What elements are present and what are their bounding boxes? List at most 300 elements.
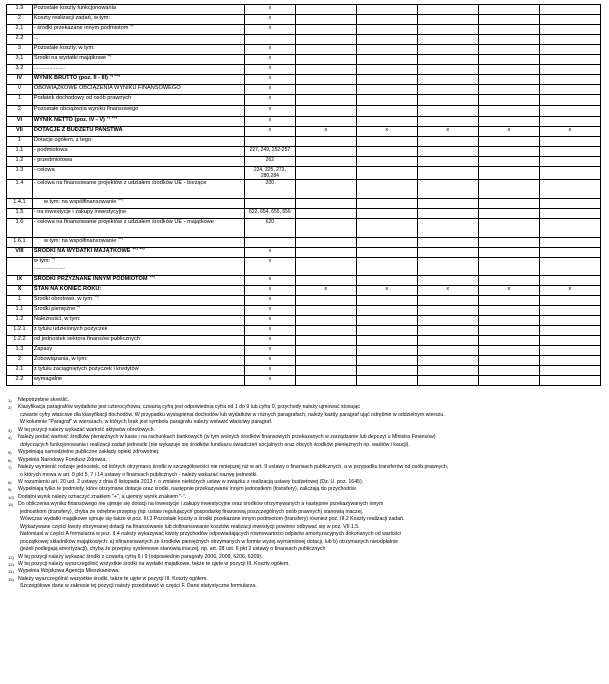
table-row	[7, 316, 601, 326]
row-label-text: OBOWIĄZKOWE OBCIĄŻENIA WYNIKU FINANSOWEGO	[33, 85, 181, 91]
value-cell	[417, 117, 478, 127]
footnote-marker: 9)	[8, 487, 12, 493]
row-number: 1	[7, 137, 33, 147]
paragraph-cell: x	[245, 106, 296, 117]
row-label-text: Pozostałe koszty, w tym:	[33, 45, 95, 51]
value-cell	[417, 336, 478, 346]
row-number: 1.6.1	[7, 238, 33, 248]
value-cell	[295, 180, 356, 199]
footnote-text: W tej pozycji należy wyszczególnić wszystkie środki na wydatki majątkowe, także te ujęte w pozycji III. Koszty ogółem.	[18, 560, 290, 567]
footnote-marker: 1)	[8, 398, 12, 403]
value-cell	[356, 25, 417, 35]
paragraph-cell: x	[245, 75, 296, 85]
value-cell	[539, 95, 600, 106]
row-label-text: Zapasy	[33, 346, 53, 353]
value-cell	[356, 95, 417, 106]
report-table	[6, 4, 601, 386]
paragraph-cell: x	[245, 15, 296, 25]
value-cell	[478, 25, 539, 35]
value-cell: x	[295, 127, 356, 137]
value-cell	[478, 219, 539, 238]
row-label-text: Środki pieniężne	[33, 306, 76, 313]
value-cell	[417, 35, 478, 45]
value-cell	[356, 248, 417, 258]
value-cell	[417, 85, 478, 95]
value-cell	[356, 306, 417, 316]
paragraph-cell: 622, 654, 655, 656	[245, 209, 296, 219]
value-cell	[356, 147, 417, 157]
table-row	[7, 117, 601, 127]
table-row	[7, 248, 601, 258]
value-cell	[417, 346, 478, 356]
value-cell	[539, 238, 600, 248]
footnote-ref: 12) 13)	[132, 247, 145, 251]
row-number: 3.1	[7, 55, 33, 65]
row-label	[32, 238, 244, 248]
footnote-text: Wypełnia Narodowy Fundusz Zdrowia.	[18, 456, 107, 463]
row-label-text: - na inwestycje i zakupy inwestycyjne	[33, 209, 127, 216]
value-cell	[539, 15, 600, 25]
value-cell	[478, 336, 539, 346]
value-cell	[478, 85, 539, 95]
footnote-text: Wówczas wydatki majątkowe ujmuje się także w poz. III.3 Pozostałe koszty a środki przekazane innym podmiotom (transfery) również poz. III.2 Koszty realizacji zadań.	[20, 516, 405, 523]
row-label-text: STAN NA KONIEC ROKU:	[33, 286, 102, 293]
row-label	[32, 157, 244, 167]
paragraph-cell: x	[245, 366, 296, 376]
value-cell	[539, 376, 600, 386]
value-cell	[417, 180, 478, 199]
paragraph-cell: x	[245, 346, 296, 356]
row-number: 1.3	[7, 346, 33, 356]
footnote	[8, 501, 600, 553]
value-cell	[417, 248, 478, 258]
row-label	[32, 209, 244, 219]
value-cell	[295, 147, 356, 157]
value-cell	[295, 336, 356, 346]
value-cell: x	[539, 127, 600, 137]
value-cell	[478, 45, 539, 55]
table-row	[7, 258, 601, 276]
value-cell	[539, 180, 600, 199]
footnote-text: Należy podać wartość środków pieniężnych w kasie i na rachunkach bankowych (w tym wolnych środków finansowych przekazanych w zarządzanie lub depozyt u Ministra Finansów)	[18, 434, 436, 441]
value-cell	[539, 306, 600, 316]
row-number: 1	[7, 296, 33, 306]
value-cell	[539, 346, 600, 356]
paragraph-cell: 224, 225, 273, 280,284	[245, 167, 296, 180]
value-cell	[356, 65, 417, 75]
row-label-text: - celowa	[33, 167, 55, 173]
row-label	[32, 35, 244, 45]
value-cell	[478, 209, 539, 219]
footnote-marker: 11)	[8, 502, 14, 508]
footnote-marker: 4)	[8, 435, 12, 441]
row-label-text: w tym: na współfinansowanie	[43, 238, 117, 245]
value-cell	[417, 157, 478, 167]
value-cell	[478, 199, 539, 209]
value-cell	[295, 117, 356, 127]
value-cell	[295, 248, 356, 258]
table-row	[7, 106, 601, 117]
footnote-ref: 11)	[117, 198, 124, 202]
paragraph-cell	[245, 35, 296, 45]
value-cell	[417, 296, 478, 306]
value-cell	[539, 65, 600, 75]
footnote	[8, 434, 600, 449]
row-label	[32, 258, 244, 276]
footnote-text: W tej pozycji należy wykazać środki z czwartą cyfrą 6 i 9 (odpowiednio paragrafy 2006, 2009, 6206, 6209).	[18, 553, 263, 560]
paragraph-cell: x	[245, 117, 296, 127]
row-number: 2.1	[7, 366, 33, 376]
table-row	[7, 366, 601, 376]
value-cell	[356, 376, 417, 386]
value-cell	[417, 326, 478, 336]
value-cell	[478, 137, 539, 147]
footnote-marker: 3)	[8, 427, 12, 433]
footnote-marker: 15)	[8, 576, 14, 582]
row-number: VIII	[7, 248, 33, 258]
footnote-text: Do obliczenia wyniku finansowego nie ujmuje się dotacji na inwestycje i zakupy inwestycyjne oraz środków otrzymywanych a następnie przekazywanych innym	[18, 501, 384, 508]
row-label-text: WYNIK BRUTTO (poz. II - III)	[33, 75, 109, 81]
row-label-text: Środki obrotowe, w tym:	[33, 296, 94, 303]
value-cell	[295, 258, 356, 276]
row-label	[32, 95, 244, 106]
value-cell	[478, 326, 539, 336]
value-cell	[417, 258, 478, 276]
footnote	[8, 568, 600, 575]
value-cell	[295, 356, 356, 366]
row-label-text: ...	[33, 35, 39, 41]
value-cell	[295, 65, 356, 75]
value-cell	[356, 55, 417, 65]
row-label-text: z tytułu zaciągniętych pożyczek i kredytów	[33, 366, 139, 373]
row-label	[32, 346, 244, 356]
value-cell	[539, 326, 600, 336]
value-cell	[539, 219, 600, 238]
value-cell	[539, 366, 600, 376]
footnote	[8, 404, 600, 426]
paragraph-cell	[245, 199, 296, 209]
value-cell	[417, 356, 478, 366]
value-cell	[417, 366, 478, 376]
value-cell	[417, 25, 478, 35]
value-cell	[295, 5, 356, 15]
row-number: VII	[7, 127, 33, 137]
value-cell	[417, 55, 478, 65]
value-cell: x	[478, 286, 539, 296]
row-label-text: ŚRODKI NA WYDATKI MAJĄTKOWE	[33, 248, 131, 255]
row-label	[32, 356, 244, 366]
value-cell	[356, 157, 417, 167]
table-row	[7, 180, 601, 199]
footnote	[8, 479, 600, 486]
footnote	[8, 576, 600, 591]
row-label	[32, 296, 244, 306]
row-label	[32, 276, 244, 286]
value-cell	[417, 147, 478, 157]
paragraph-cell: x	[245, 356, 296, 366]
paragraph-cell: x	[245, 85, 296, 95]
table-row	[7, 65, 601, 75]
value-cell	[417, 276, 478, 286]
row-label-text: z tytułu udzielonych pożyczek	[33, 326, 108, 333]
row-number: 1	[7, 95, 33, 106]
footnote-text: W kolumnie "Paragraf" w wierszach, w których brak jest symbolu paragrafu należy wstawić właściwy paragraf.	[20, 419, 273, 426]
row-label	[32, 147, 244, 157]
footnote-ref: 6)	[107, 54, 112, 58]
footnote-text: Szczegółowe dane w zakresie tej pozycji należy przedstawić w części F. Dane statystyczne formularza.	[20, 583, 257, 590]
value-cell	[295, 346, 356, 356]
value-cell	[478, 5, 539, 15]
table-row	[7, 147, 601, 157]
value-cell	[478, 356, 539, 366]
footnote-text: Wypełniają samodzielne publiczne zakłady opieki zdrowotnej.	[18, 449, 160, 456]
row-number: VI	[7, 117, 33, 127]
footnote-ref: 9) 10)	[106, 116, 117, 120]
table-row	[7, 219, 601, 238]
value-cell	[356, 356, 417, 366]
footnote-text: Natomiast w części A formularza w poz. II.4 należy wykazywać kwoty przychodów odpowiadających równowartości odpisów amortyzacyjnych dokonanych od wartości	[20, 531, 402, 538]
table-row	[7, 167, 601, 180]
value-cell	[295, 25, 356, 35]
row-label	[32, 25, 244, 35]
table-row	[7, 25, 601, 35]
footnote-text: Wypełniają tylko te podmioty, które otrzymane dotacje oraz środki, następnie przekazywane innym jednostkom (transfery), zaliczają do przychodów.	[18, 486, 357, 493]
row-label	[32, 180, 244, 199]
paragraph-cell: x	[245, 276, 296, 286]
value-cell	[539, 35, 600, 45]
row-label-text: - celowa na finansowanie projektów z udziałem środków UE - bieżące	[33, 180, 207, 187]
footnote-marker: 7)	[8, 465, 12, 471]
footnote-text: Niepotrzebne skreślić.	[18, 397, 70, 403]
row-number: 2	[7, 15, 33, 25]
value-cell	[539, 199, 600, 209]
value-cell	[417, 95, 478, 106]
value-cell	[356, 238, 417, 248]
footnote-text: początkowej składników majątkowych: a) sfinansowanych ze środków pieniężnych otrzymanych w formie wyżej wymienionej dotacji, lub b) otrzymanych nieodpłatnie	[20, 538, 398, 545]
value-cell	[295, 85, 356, 95]
footnote-text: dotyczących funkcjonowania i realizacji zadań jednostki (nie wykazuje się środków funduszu świadczeń socjalnych oraz obcych środków pieniężnych np. wadiów i kaucji).	[20, 441, 410, 448]
value-cell	[417, 137, 478, 147]
value-cell: x	[539, 286, 600, 296]
footnote	[8, 494, 600, 501]
value-cell	[478, 306, 539, 316]
value-cell	[478, 366, 539, 376]
row-label-text: - środki przekazane innym podmiotom	[33, 25, 129, 31]
footnote	[8, 464, 600, 479]
value-cell	[295, 35, 356, 45]
value-cell	[417, 75, 478, 85]
value-cell	[356, 209, 417, 219]
value-cell	[356, 85, 417, 95]
footnote-text: W rozumieniu art. 20 ust. 2 ustawy z dnia 8 listopada 2013 r. o zmianie niektórych ustaw w związku z realizacją ustawy budżetowej (Dz. U. poz. 1645).	[18, 478, 364, 485]
row-number: 3.2	[7, 65, 33, 75]
paragraph-cell: x	[245, 258, 296, 276]
value-cell	[356, 106, 417, 117]
value-cell	[478, 376, 539, 386]
footnote	[8, 554, 600, 561]
table-row	[7, 276, 601, 286]
table-row	[7, 346, 601, 356]
footnote	[8, 449, 600, 456]
row-label-text: w tym:	[33, 258, 51, 265]
value-cell	[417, 238, 478, 248]
row-number: 1.5	[7, 209, 33, 219]
value-cell	[356, 35, 417, 45]
row-number: 1.9	[7, 5, 33, 15]
row-label-text: Pozostałe koszty funkcjonowania	[33, 5, 116, 11]
row-label	[32, 316, 244, 326]
value-cell	[295, 296, 356, 306]
value-cell	[356, 346, 417, 356]
row-number: 1.2.1	[7, 326, 33, 336]
value-cell	[295, 219, 356, 238]
row-number: IX	[7, 276, 33, 286]
footnotes	[8, 397, 600, 591]
table-row	[7, 15, 601, 25]
row-label	[32, 286, 244, 296]
value-cell	[295, 106, 356, 117]
paragraph-cell: x	[245, 376, 296, 386]
value-cell	[356, 366, 417, 376]
value-cell	[417, 209, 478, 219]
row-label	[32, 366, 244, 376]
paragraph-cell: x	[245, 45, 296, 55]
paragraph-cell: 200	[245, 180, 296, 199]
row-number: 2.2	[7, 35, 33, 45]
footnote-marker: 10)	[8, 494, 14, 500]
footnote-text: Należy wyszczególnić wszystkie środki, także te ujęte w pozycji III. Koszty ogółem.	[18, 575, 208, 582]
value-cell	[539, 117, 600, 127]
row-label-text: Należności, w tym:	[33, 316, 81, 323]
value-cell	[478, 258, 539, 276]
row-label	[32, 85, 244, 95]
row-label-text: Zobowiązania, w tym:	[33, 356, 88, 363]
value-cell	[417, 15, 478, 25]
row-label	[32, 65, 244, 75]
table-row	[7, 55, 601, 65]
table-row	[7, 35, 601, 45]
value-cell	[539, 147, 600, 157]
value-cell	[356, 316, 417, 326]
table-row	[7, 238, 601, 248]
row-label	[32, 248, 244, 258]
paragraph-cell: 620	[245, 219, 296, 238]
row-label	[32, 167, 244, 180]
value-cell	[478, 117, 539, 127]
footnote-marker: 13)	[8, 561, 14, 567]
value-cell	[539, 5, 600, 15]
row-label-text: DOTACJE Z BUDŻETU PAŃSTWA	[33, 127, 123, 133]
value-cell	[478, 346, 539, 356]
value-cell	[539, 276, 600, 286]
footnote-text: Wykazywane części kwoty otrzymanej dotacji na finansowanie lub dofinansowanie kosztów realizacji inwestycji powinno odbywać się w poz. VII.1.5.	[20, 523, 360, 530]
value-cell	[295, 167, 356, 180]
value-cell	[295, 316, 356, 326]
row-number: 2.2	[7, 376, 33, 386]
row-label	[32, 45, 244, 55]
value-cell	[417, 306, 478, 316]
value-cell	[539, 137, 600, 147]
table-row	[7, 5, 601, 15]
footnote	[8, 427, 600, 434]
row-label-text: WYNIK NETTO (poz. IV - V)	[33, 117, 105, 123]
table-row	[7, 326, 601, 336]
value-cell: x	[417, 127, 478, 137]
row-number	[7, 258, 33, 276]
row-number: X	[7, 286, 33, 296]
value-cell	[417, 167, 478, 180]
footnote-text: Należy wymienić rodzaje jednostek, od których otrzymano środki w szczegółowości nie mniejszej niż w art. 9 ustawy o finansach publicznych, a w przypadku transferów od osób prawnych,	[18, 464, 449, 471]
row-label	[32, 5, 244, 15]
footnote-marker: 14)	[8, 569, 14, 575]
value-cell	[356, 45, 417, 55]
value-cell	[478, 35, 539, 45]
value-cell	[356, 296, 417, 306]
value-cell	[539, 25, 600, 35]
paragraph-cell: x	[245, 55, 296, 65]
table-row	[7, 45, 601, 55]
table-row	[7, 137, 601, 147]
paragraph-cell: x	[245, 286, 296, 296]
value-cell	[295, 238, 356, 248]
paragraph-cell: x	[245, 248, 296, 258]
footnote	[8, 486, 600, 493]
row-label	[32, 106, 244, 117]
value-cell	[478, 15, 539, 25]
value-cell	[356, 336, 417, 346]
value-cell	[478, 180, 539, 199]
row-label	[32, 15, 244, 25]
value-cell	[478, 65, 539, 75]
row-number: 2.1	[7, 25, 33, 35]
value-cell	[295, 55, 356, 65]
value-cell	[417, 45, 478, 55]
value-cell	[417, 376, 478, 386]
value-cell	[539, 258, 600, 276]
footnote	[8, 561, 600, 568]
value-cell	[539, 248, 600, 258]
row-number: 1.3	[7, 167, 33, 180]
value-cell	[356, 276, 417, 286]
row-label	[32, 199, 244, 209]
value-cell	[539, 296, 600, 306]
table-row	[7, 157, 601, 167]
value-cell	[417, 199, 478, 209]
footnote	[8, 457, 600, 464]
footnote	[8, 397, 600, 404]
paragraph-cell: 227, 249, 252-257	[245, 147, 296, 157]
value-cell	[478, 157, 539, 167]
row-number: 1.4.1	[7, 199, 33, 209]
table-row	[7, 286, 601, 296]
value-cell	[478, 248, 539, 258]
footnote-text: (jeżeli podlegają amortyzacji), chyba że przepisy systemowe stanowią inaczej, np. art. 28 ust. 6 pkt 2 ustawy o finansach publicznych	[20, 546, 326, 553]
footnote-text: Wypełnia Wojskowa Agencja Mieszkaniowa.	[18, 568, 120, 575]
row-label	[32, 376, 244, 386]
paragraph-cell: x	[245, 25, 296, 35]
row-number: 1.2	[7, 157, 33, 167]
row-label-text: ....................	[33, 65, 65, 71]
value-cell	[417, 316, 478, 326]
paragraph-cell	[245, 137, 296, 147]
value-cell	[539, 336, 600, 346]
value-cell	[295, 75, 356, 85]
value-cell	[539, 316, 600, 326]
footnote-text: o których mowa w art. 9 pkt 5, 7 i 14 ustawy o finansach publicznych - należy wskazać nazwę jednostki.	[20, 471, 258, 478]
value-cell	[539, 106, 600, 117]
value-cell	[356, 75, 417, 85]
row-label-text: - podmiotowa	[33, 147, 68, 153]
